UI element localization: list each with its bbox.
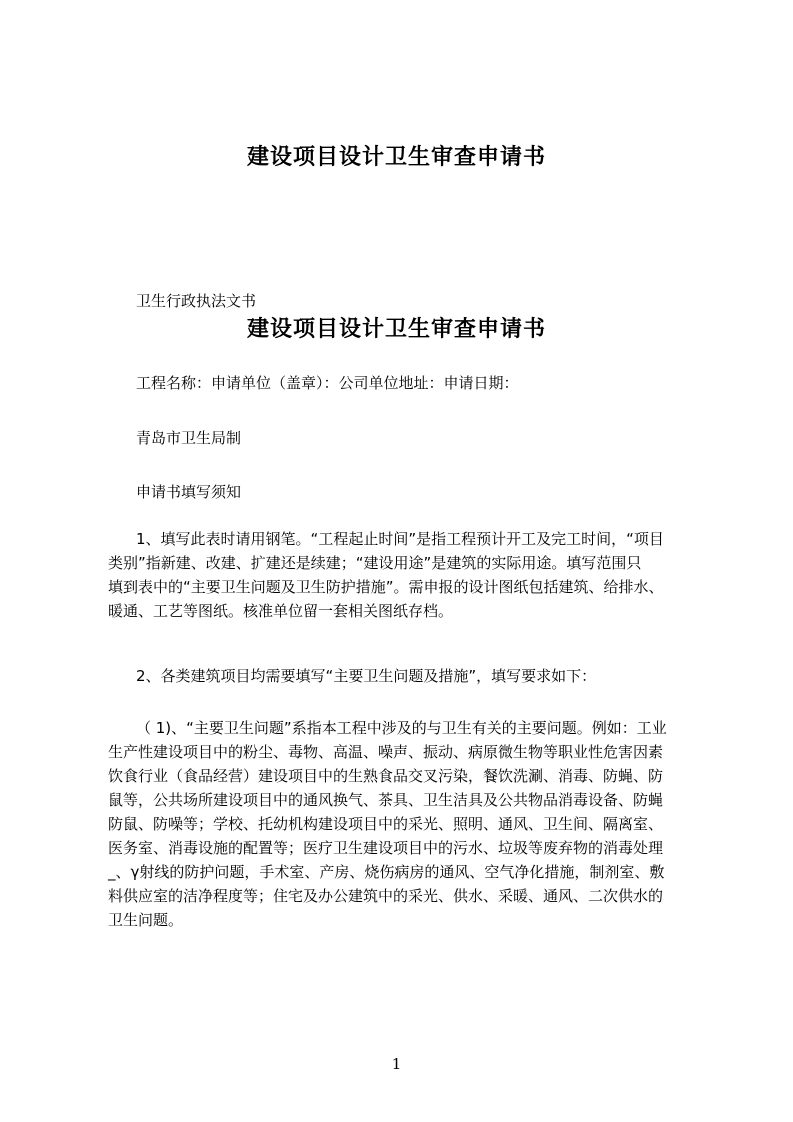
notice-item-2-1-line: 卫生问题。 (108, 911, 184, 929)
notice-item-2-1-line: （ 1)、“主要卫生问题”系指本工程中涉及的与卫生有关的主要问题。例如：工业 (136, 719, 667, 737)
page-number: 1 (391, 1055, 402, 1073)
application-fields-line: 工程名称：申请单位（盖章）：公司单位地址：申请日期： (136, 374, 519, 392)
notice-item-1-line: 1、填写此表时请用钢笔。“工程起止时间”是指工程预计开工及完工时间，“项目 (136, 530, 664, 548)
notice-item-1-line: 类别”指新建、改建、扩建还是续建；“建设用途”是建筑的实际用途。填写范围只 (108, 554, 642, 572)
notice-item-2-1-line: 生产性建设项目中的粉尘、毒物、高温、噪声、振动、病原微生物等职业性危害因素 (108, 743, 664, 761)
notice-item-2-line: 2、各类建筑项目均需要填写“主要卫生问题及措施”，填写要求如下： (136, 667, 597, 685)
notice-item-2 (108, 664, 708, 688)
notice-heading: 申请书填写须知 (136, 483, 242, 501)
notice-item-2-1-line: 饮食行业（食品经营）建设项目中的生熟食品交叉污染，餐饮洗涮、消毒、防蝇、防 (108, 767, 664, 785)
notice-item-2-1-line: _、γ射线的防护问题，手术室、产房、烧伤病房的通风、空气净化措施，制剂室、敷 (108, 863, 665, 881)
notice-item-1 (108, 527, 708, 623)
document-subtitle: 建设项目设计卫生审查申请书 (246, 317, 546, 342)
notice-item-2-1 (108, 716, 708, 932)
notice-item-2-1-line: 医务室、消毒设施的配置等；医疗卫生建设项目中的污水、垃圾等废弃物的消毒处理 (108, 839, 664, 857)
notice-item-2-1-line: 防鼠、防噪等；学校、托幼机构建设项目中的采光、照明、通风、卫生间、隔离室、 (108, 815, 664, 833)
document-category: 卫生行政执法文书 (136, 292, 257, 310)
notice-item-2-1-line: 料供应室的洁净程度等；住宅及办公建筑中的采光、供水、采暖、通风、二次供水的 (108, 887, 664, 905)
notice-item-1-line: 填到表中的“主要卫生问题及卫生防护措施”。需申报的设计图纸包括建筑、给排水、 (108, 578, 664, 596)
document-title: 建设项目设计卫生审查申请书 (246, 145, 546, 170)
notice-item-2-1-line: 鼠等，公共场所建设项目中的通风换气、茶具、卫生洁具及公共物品消毒设备、防蝇 (108, 791, 664, 809)
issuer-line: 青岛市卫生局制 (136, 429, 242, 447)
notice-item-1-line: 暖通、工艺等图纸。核准单位留一套相关图纸存档。 (108, 602, 454, 620)
